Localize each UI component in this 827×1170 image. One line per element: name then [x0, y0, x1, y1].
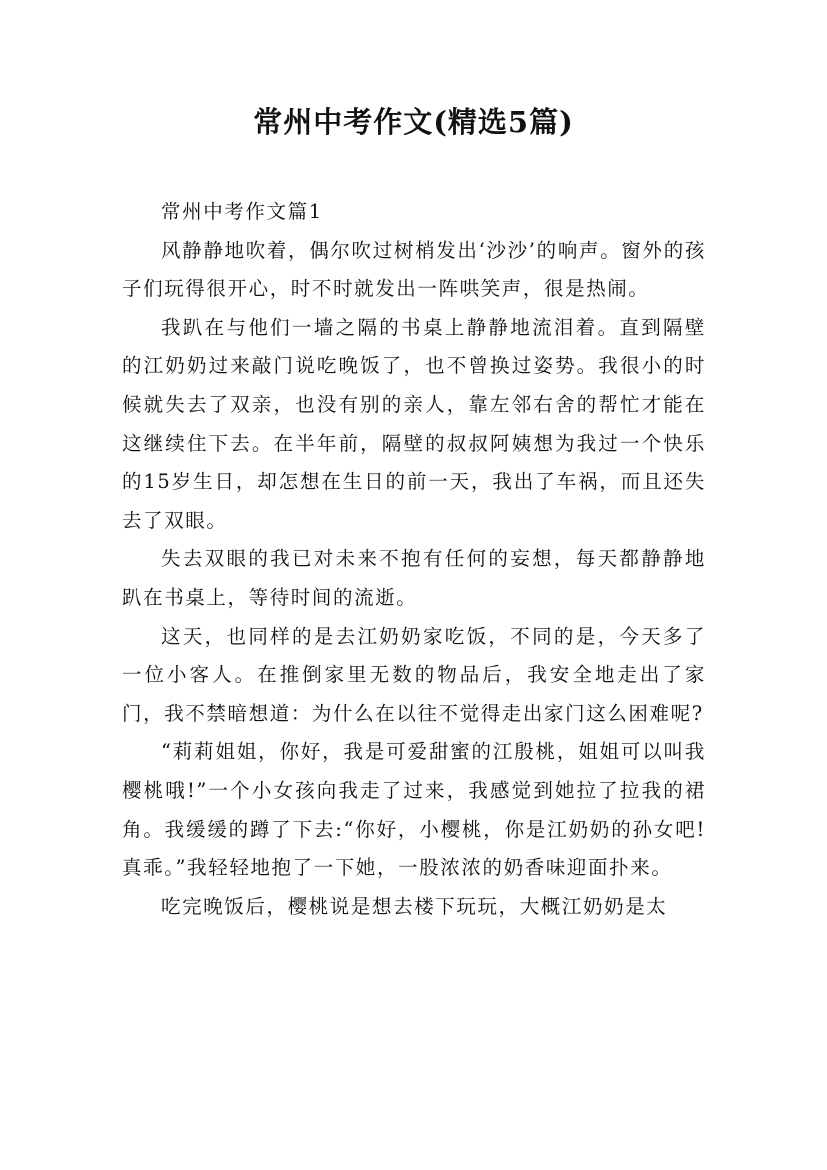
- paragraph-5: “莉莉姐姐，你好，我是可爱甜蜜的江殷桃，姐姐可以叫我樱桃哦!”一个小女孩向我走了过来，我感觉到她拉了拉我的裙角。我缓缓的蹲了下去:“你好，小樱桃，你是江奶奶的孙女吧!真乖。”我轻轻地抱了一下她，一股浓浓的奶香味迎面扑来。: [122, 740, 706, 880]
- section-heading: 常州中考作文篇1: [161, 200, 323, 223]
- paragraph-4: 这天，也同样的是去江奶奶家吃饭，不同的是，今天多了一位小客人。在推倒家里无数的物品后，我安全地走出了家门，我不禁暗想道：为什么在以往不觉得走出家门这么困难呢?: [122, 624, 706, 725]
- paragraph-6: 吃完晚饭后，樱桃说是想去楼下玩玩，大概江奶奶是太: [161, 894, 668, 918]
- document-body: [122, 193, 706, 926]
- paragraph-3: 失去双眼的我已对未来不抱有任何的妄想，每天都静静地趴在书桌上，等待时间的流逝。: [122, 547, 706, 609]
- paragraph-1: 风静静地吹着，偶尔吹过树梢发出‘沙沙’的响声。窗外的孩子们玩得很开心，时不时就发出一阵哄笑声，很是热闹。: [122, 238, 706, 301]
- paragraph-2: 我趴在与他们一墙之隔的书桌上静静地流泪着。直到隔壁的江奶奶过来敲门说吃晚饭了，也不曾换过姿势。我很小的时候就失去了双亲，也没有别的亲人，靠左邻右舍的帮忙才能在这继续住下去。在半年前，隔壁的叔叔阿姨想为我过一个快乐的15岁生日，却怎想在生日的前一天，我出了车祸，而且还失去了双眼。: [122, 315, 706, 532]
- document-title: 常州中考作文(精选5篇): [253, 105, 574, 139]
